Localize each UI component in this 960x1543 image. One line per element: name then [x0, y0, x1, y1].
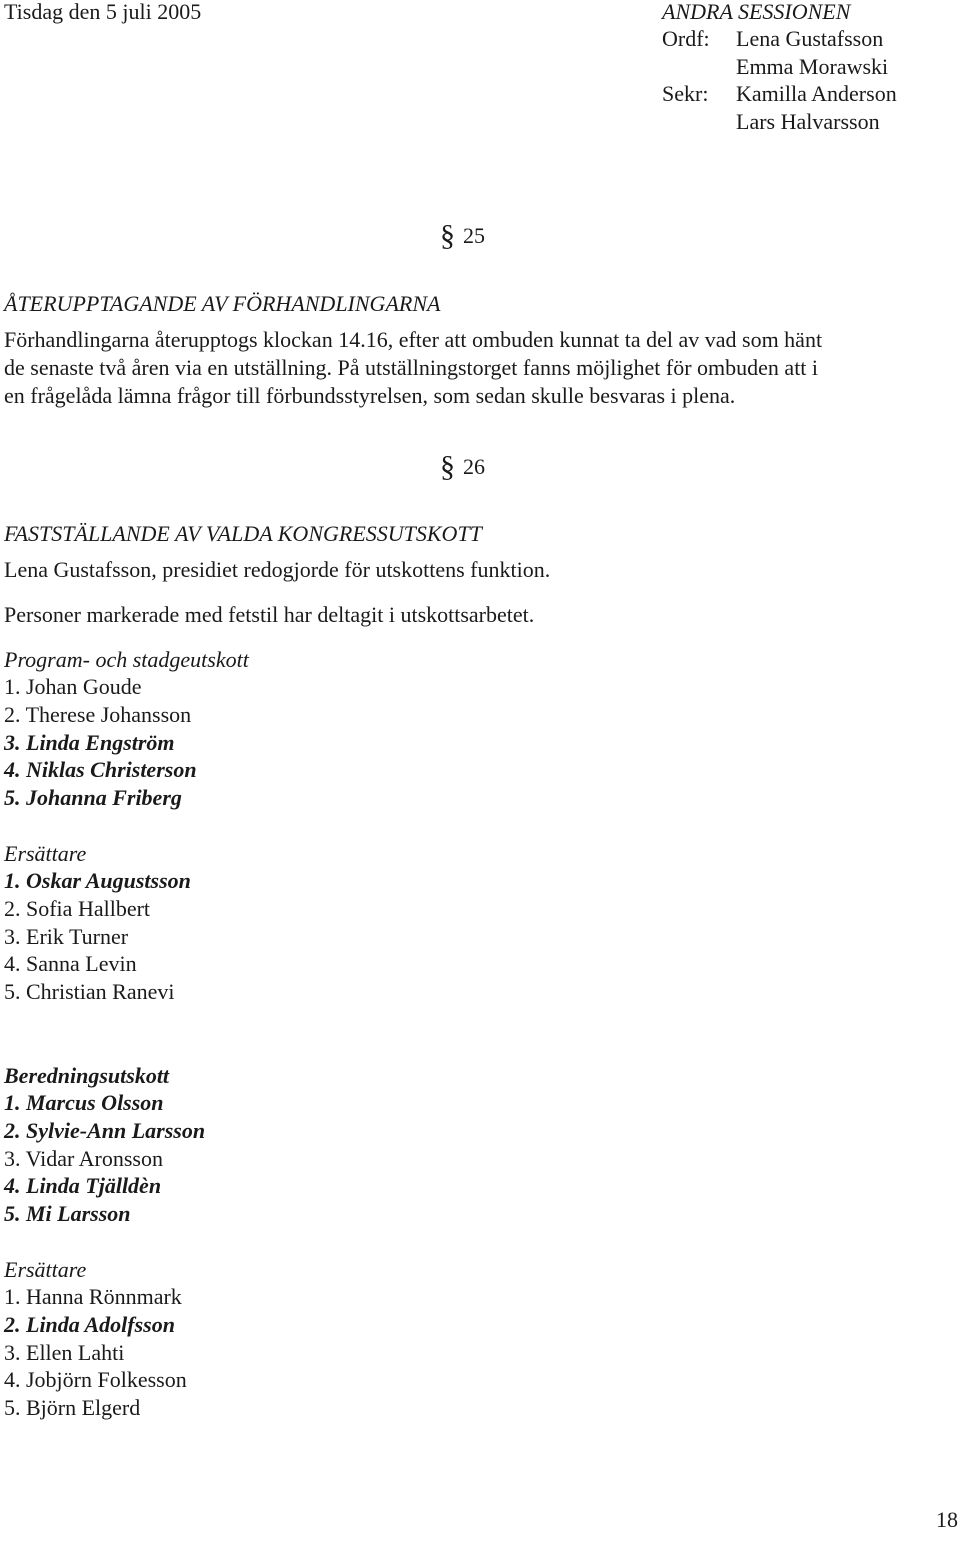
- session-title: ANDRA SESSIONEN: [662, 0, 851, 24]
- member-item: 3. Vidar Aronsson: [4, 1145, 163, 1171]
- body-line: de senaste två åren via en utställning. På utställningstorget fanns möjlighet för ombuden att i: [4, 354, 819, 380]
- member-item: 4. Niklas Christerson: [4, 757, 197, 783]
- section-25-body: [4, 326, 952, 409]
- secretary-name: Lars Halvarsson: [736, 109, 880, 134]
- member-item: 1. Hanna Rönnmark: [4, 1284, 182, 1309]
- substitutes-list-beredning: [4, 1283, 187, 1422]
- chair-row: [662, 25, 883, 53]
- member-item: 2. Therese Johansson: [4, 701, 192, 727]
- member-item: 2. Sofia Hallbert: [4, 895, 151, 921]
- section-26-number: § 26: [440, 450, 485, 483]
- section-25-number: § 25: [440, 219, 485, 252]
- page-number: 18: [936, 1507, 958, 1532]
- section-26-note: Personer markerade med fetstil har deltagit i utskottsarbetet.: [4, 602, 535, 627]
- member-item: 3. Erik Turner: [4, 923, 129, 949]
- body-line: Förhandlingarna återupptogs klockan 14.16, efter att ombuden kunnat ta del av vad som hänt: [4, 327, 823, 352]
- committee-title-beredning: Beredningsutskott: [4, 1063, 170, 1088]
- member-item: 4. Sanna Levin: [4, 951, 137, 977]
- member-item: 1. Marcus Olsson: [4, 1090, 164, 1115]
- section-symbol: §: [440, 450, 455, 483]
- member-item: 1. Johan Goude: [4, 674, 142, 699]
- secretary-row: [662, 108, 880, 136]
- member-item: 1. Oskar Augustsson: [4, 868, 191, 893]
- body-line: en frågelåda lämna frågor till förbundsstyrelsen, som sedan skulle besvaras i plena.: [4, 382, 736, 408]
- member-item: 2. Linda Adolfsson: [4, 1311, 175, 1337]
- member-item: 5. Mi Larsson: [4, 1201, 131, 1227]
- member-item: 2. Sylvie-Ann Larsson: [4, 1117, 206, 1143]
- member-item: 5. Björn Elgerd: [4, 1395, 141, 1421]
- substitutes-title-beredning: Ersättare: [4, 1257, 87, 1282]
- committee-members-beredning: [4, 1089, 205, 1228]
- substitutes-title-program: Ersättare: [4, 841, 87, 866]
- member-item: 3. Ellen Lahti: [4, 1339, 125, 1365]
- chair-name: Emma Morawski: [736, 54, 889, 79]
- committee-title-program: Program- och stadgeutskott: [4, 647, 249, 672]
- chair-label: Ordf:: [662, 26, 710, 51]
- member-item: 5. Johanna Friberg: [4, 785, 182, 811]
- member-item: 3. Linda Engström: [4, 729, 175, 755]
- section-25-heading: ÅTERUPPTAGANDE AV FÖRHANDLINGARNA: [4, 291, 441, 316]
- section-symbol: §: [440, 219, 455, 252]
- section-26-heading: FASTSTÄLLANDE AV VALDA KONGRESSUTSKOTT: [4, 521, 482, 546]
- secretary-name: Kamilla Anderson: [736, 81, 897, 106]
- member-item: 4. Linda Tjälldèn: [4, 1173, 162, 1199]
- committee-members-program: [4, 673, 197, 812]
- secretary-row: [662, 80, 897, 108]
- chair-name: Lena Gustafsson: [736, 26, 884, 51]
- section-26-intro: Lena Gustafsson, presidiet redogjorde för utskottens funktion.: [4, 557, 551, 582]
- secretary-label: Sekr:: [662, 81, 709, 106]
- document-date: Tisdag den 5 juli 2005: [4, 0, 202, 24]
- member-item: 4. Jobjörn Folkesson: [4, 1367, 187, 1393]
- substitutes-list-program: [4, 867, 191, 1006]
- chair-row: [662, 53, 888, 81]
- member-item: 5. Christian Ranevi: [4, 979, 175, 1005]
